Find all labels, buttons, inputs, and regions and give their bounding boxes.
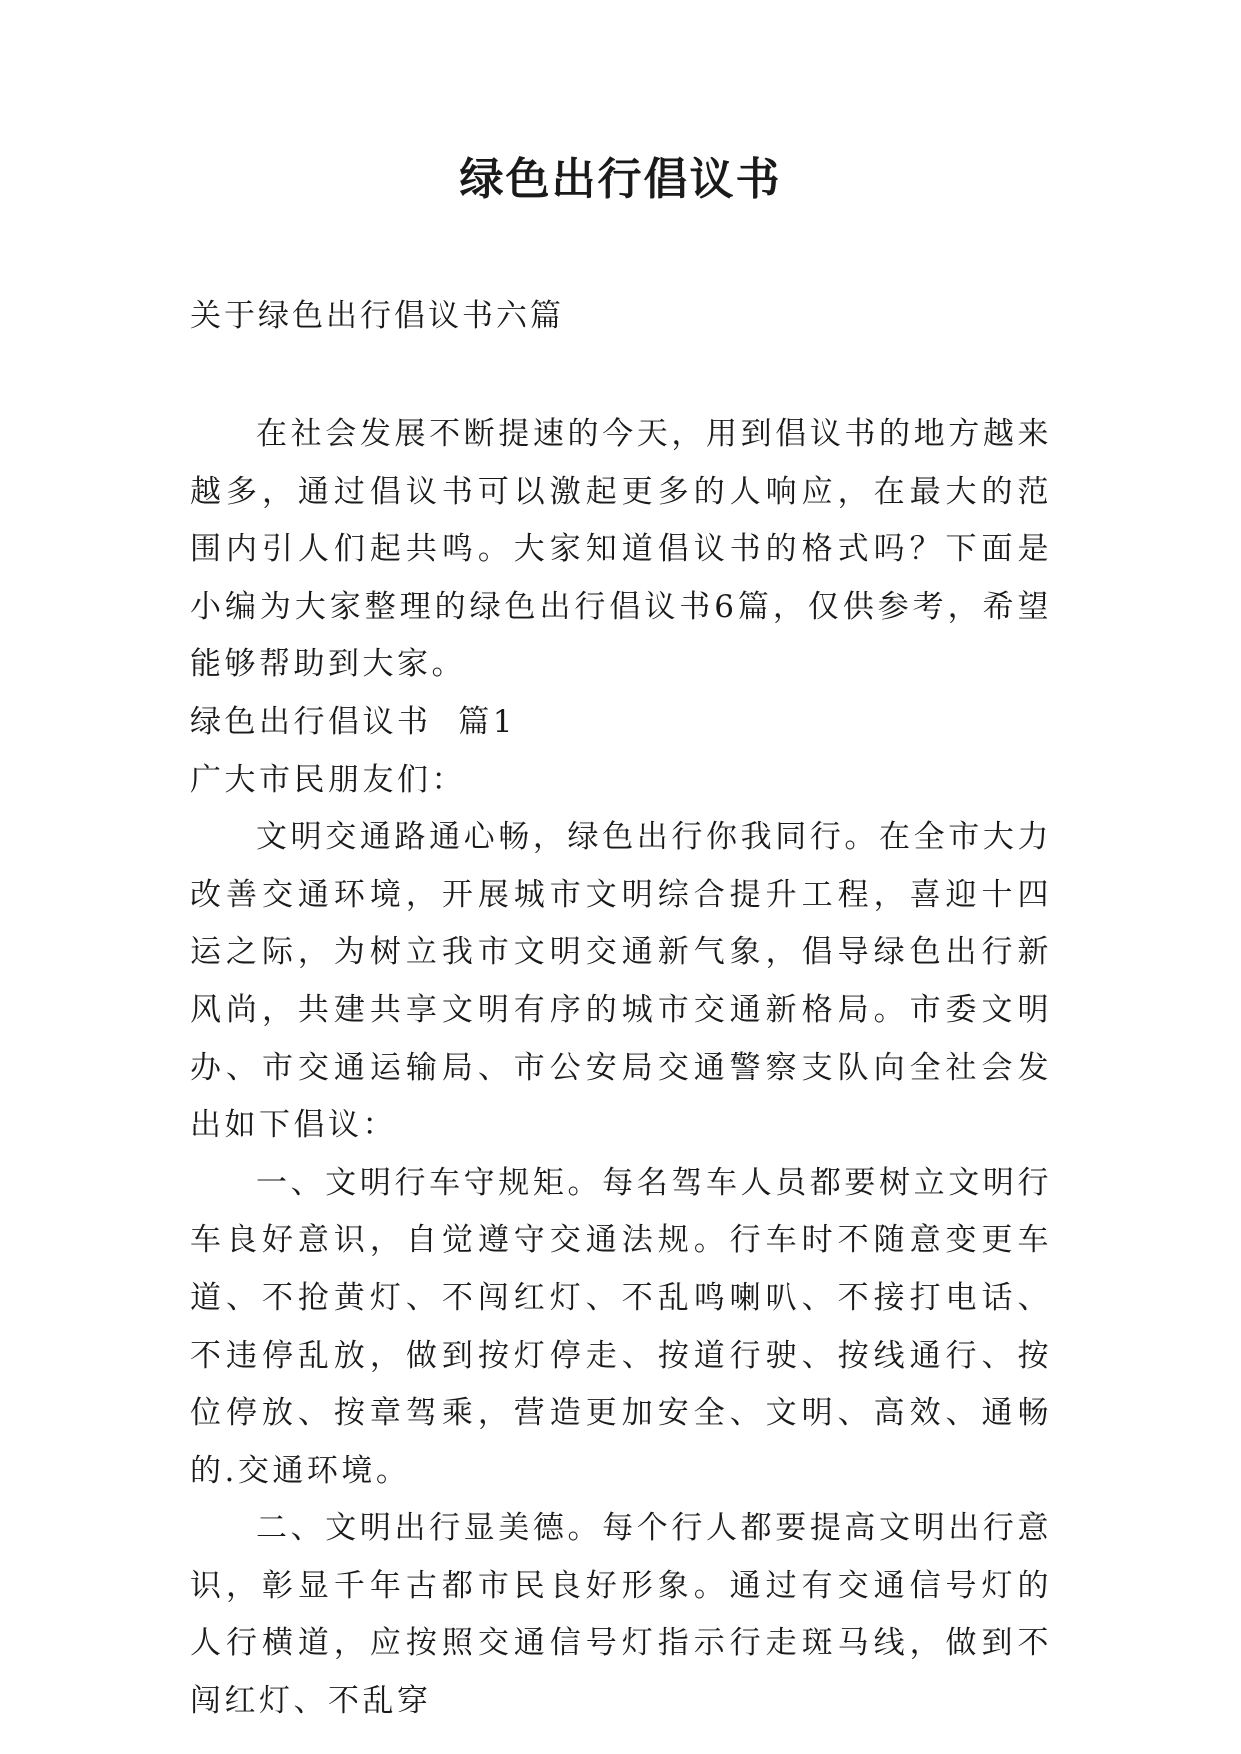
- body-paragraph: 一、文明行车守规矩。每名驾车人员都要树立文明行车良好意识，自觉遵守交通法规。行车时不随意变更车道、不抢黄灯、不闯红灯、不乱鸣喇叭、不接打电话、不违停乱放，做到按灯停走、按道行驶、按线通行、按位停放、按章驾乘，营造更加安全、文明、高效、通畅的.交通环境。: [190, 1164, 1052, 1489]
- document-subtitle: 关于绿色出行倡议书六篇: [190, 298, 564, 334]
- salutation: 广大市民朋友们：: [190, 761, 466, 798]
- body-paragraph: 文明交通路通心畅，绿色出行你我同行。在全市大力改善交通环境，开展城市文明综合提升工程，喜迎十四运之际，为树立我市文明交通新气象，倡导绿色出行新风尚，共建共享文明有序的城市交通新格局。市委文明办、市交通运输局、市公安局交通警察支队向全社会发出如下倡议：: [190, 819, 1052, 1144]
- document-title: 绿色出行倡议书: [459, 154, 782, 205]
- section-heading: 绿色出行倡议书 篇1: [190, 703, 516, 740]
- intro-paragraph: 在社会发展不断提速的今天，用到倡议书的地方越来越多，通过倡议书可以激起更多的人响应，在最大的范围内引人们起共鸣。大家知道倡议书的格式吗？下面是小编为大家整理的绿色出行倡议书6篇，仅供参考，希望能够帮助到大家。: [190, 416, 1052, 683]
- body-paragraph: 二、文明出行显美德。每个行人都要提高文明出行意识，彰显千年古都市民良好形象。通过有交通信号灯的人行横道，应按照交通信号灯指示行走斑马线，做到不闯红灯、不乱穿: [190, 1510, 1052, 1720]
- document-body: [190, 406, 1052, 1731]
